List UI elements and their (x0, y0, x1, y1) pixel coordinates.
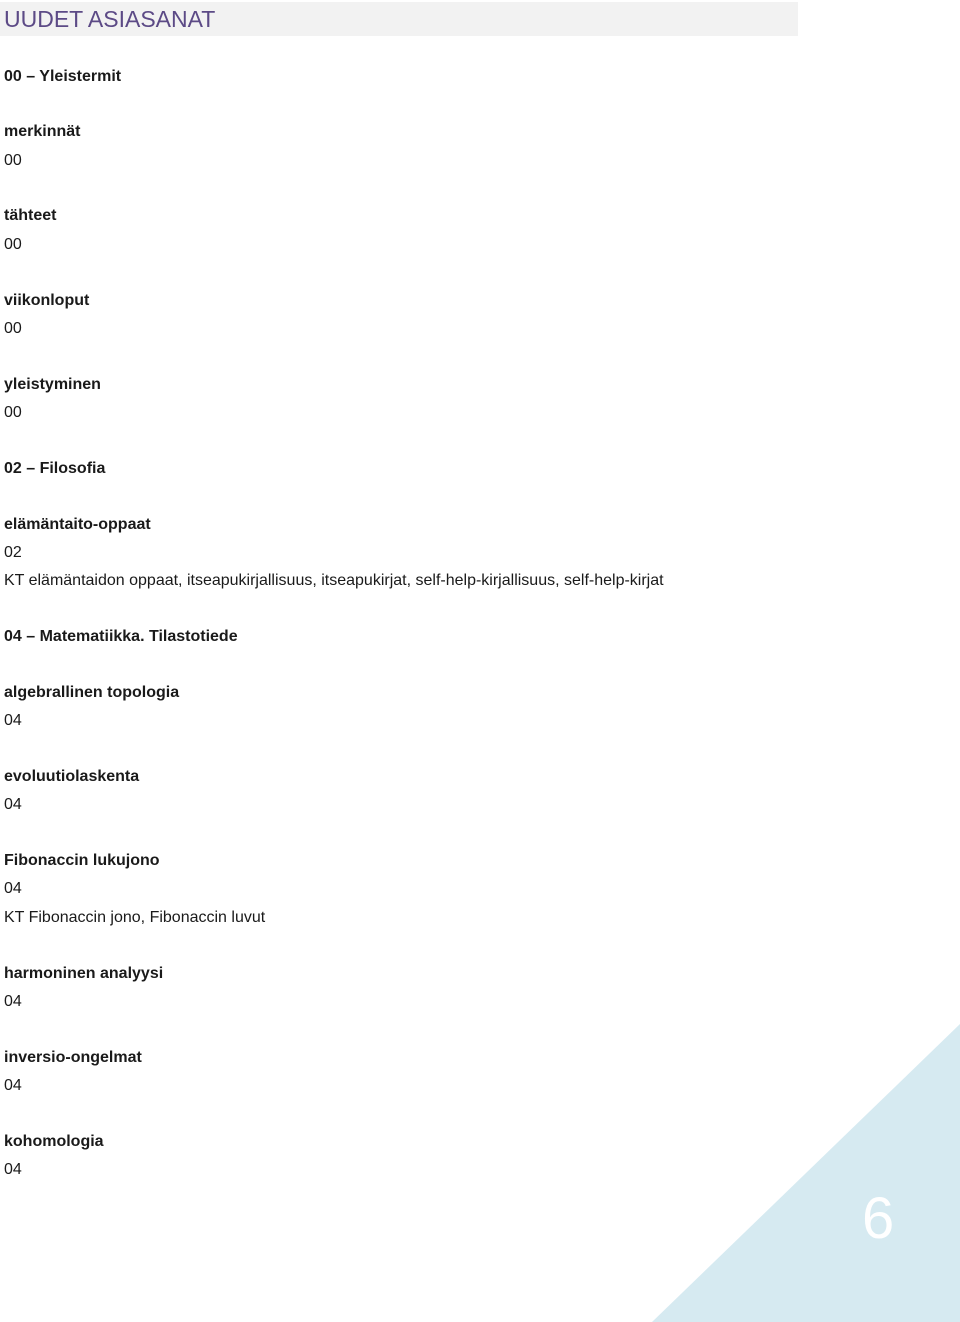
entry-term: elämäntaito-oppaat (4, 516, 151, 533)
entry-term: kohomologia (4, 1133, 104, 1150)
entry-code: 04 (4, 993, 22, 1010)
entry-code: 04 (4, 880, 22, 897)
entry-term: viikonloput (4, 292, 90, 309)
corner-triangle-decoration (652, 1024, 960, 1322)
entry-code: 00 (4, 320, 22, 337)
entry-term: merkinnät (4, 123, 81, 140)
entry-code: 04 (4, 1161, 22, 1178)
entry-code: 00 (4, 152, 22, 169)
entry-note: KT elämäntaidon oppaat, itseapukirjallisuus, itseapukirjat, self-help-kirjallisuus, self-help-kirjat (4, 572, 664, 589)
page-number: 6 (862, 1186, 895, 1251)
entry-term: Fibonaccin lukujono (4, 852, 160, 869)
entry-term: tähteet (4, 207, 57, 224)
section-heading-02: 02 – Filosofia (4, 460, 106, 477)
entry-term: inversio-ongelmat (4, 1049, 142, 1066)
entry-code: 04 (4, 712, 22, 729)
entry-term: algebrallinen topologia (4, 684, 180, 701)
entry-term: harmoninen analyysi (4, 965, 164, 982)
entry-code: 04 (4, 1077, 22, 1094)
entry-code: 02 (4, 544, 22, 561)
page-header (0, 2, 798, 36)
entry-code: 00 (4, 236, 22, 253)
entry-term: evoluutiolaskenta (4, 768, 140, 785)
section-heading-00: 00 – Yleistermit (4, 68, 122, 85)
entry-code: 04 (4, 796, 22, 813)
entry-code: 00 (4, 404, 22, 421)
page-title: UUDET ASIASANAT (4, 6, 216, 32)
entry-term: yleistyminen (4, 376, 101, 393)
section-heading-04: 04 – Matematiikka. Tilastotiede (4, 628, 238, 645)
entry-note: KT Fibonaccin jono, Fibonaccin luvut (4, 909, 266, 926)
